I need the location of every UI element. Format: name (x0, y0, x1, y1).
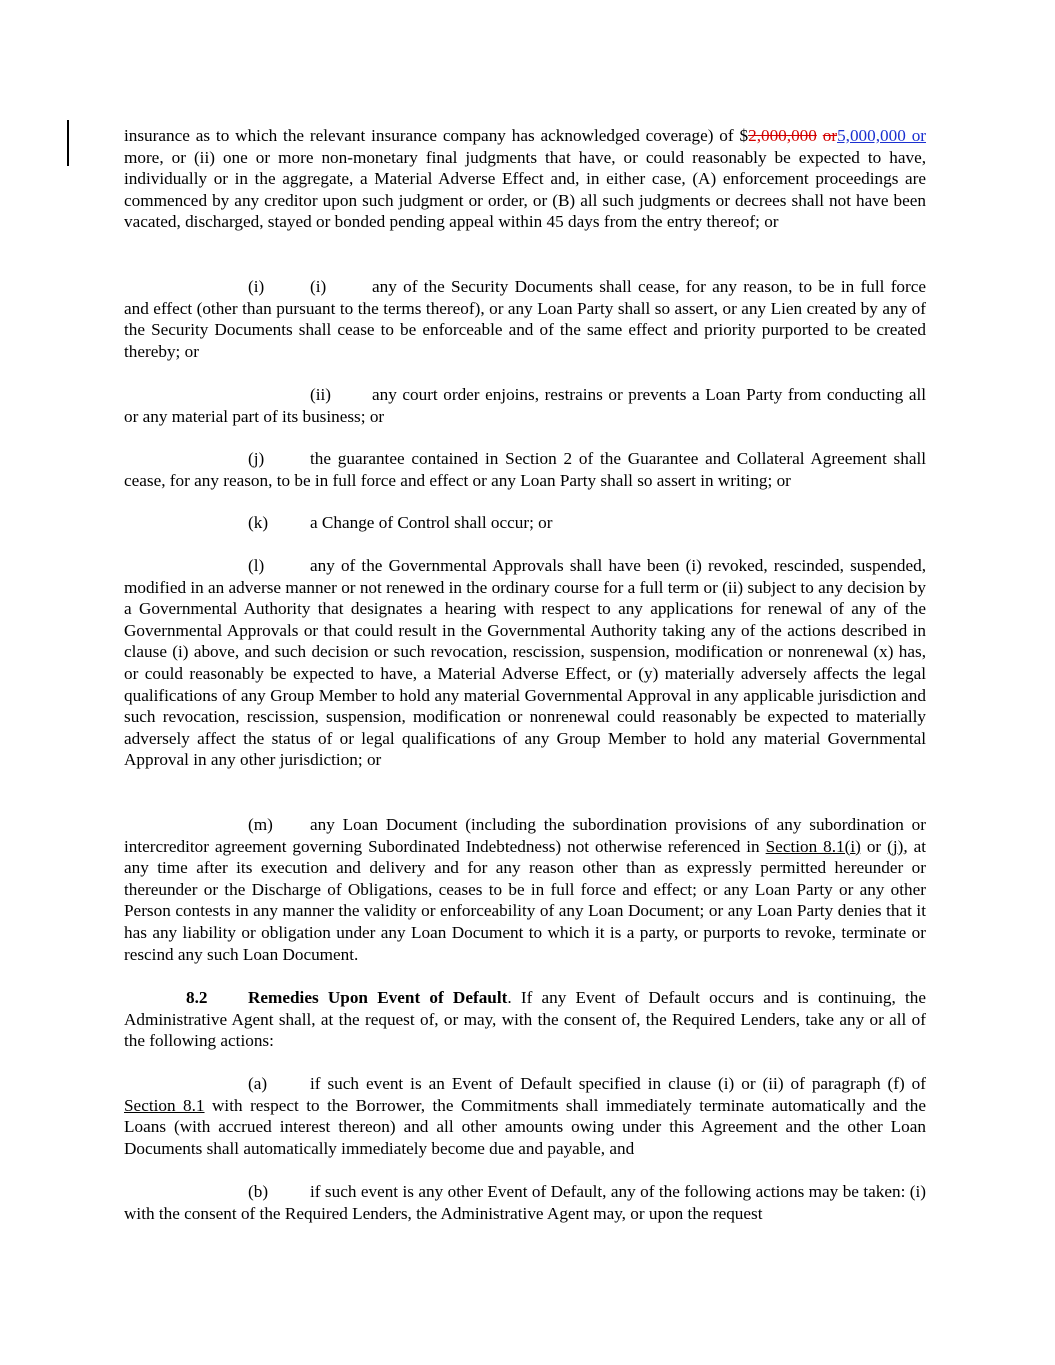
section-number: 8.2 (186, 988, 208, 1007)
paragraph-j (124, 448, 926, 491)
paragraph-text: any court order enjoins, restrains or prevents a Loan Party from conducting all or any material part of its business; or (124, 385, 926, 426)
paragraph-b (124, 1181, 926, 1224)
revision-change-bar (67, 120, 69, 166)
paragraph-text: or (860, 836, 888, 856)
paragraph-h-continuation (124, 125, 926, 233)
paragraph-text: , at any time after its execution and delivery and for any reason other than as expressly permitted hereunder or thereunder or the Discharge of Obligations, ceases to be in full force and effect; or any Loan Party or any other Person contests in any manner the validity or enforceability of any Loan Document; or any Loan Party denies that it has any liability or obligation under any Loan Document to which it is a party, or purports to revoke, terminate or rescind any such Loan Document. (124, 836, 927, 964)
deleted-text: or (822, 126, 838, 145)
paragraph-label: (b) (248, 1182, 269, 1201)
section-reference: Section 8.1 (124, 1095, 205, 1115)
paragraph-label: (m) (248, 815, 273, 834)
paragraph-m (124, 814, 926, 965)
paragraph-text: any of the Security Documents shall cease, for any reason, to be in full force and effect (other than pursuant to the terms thereof), or any Loan Party shall so assert, or any Lien created by any of the Security Documents shall cease to be enforceable and of the same effect and priority purported to be created thereby; or (124, 277, 926, 361)
paragraph-label: (k) (248, 513, 269, 532)
subparagraph-label: (i) (310, 277, 327, 296)
inserted-text: 5,000,000 or (837, 126, 927, 145)
paragraph-i-2 (124, 384, 926, 427)
paragraph-text: if such event is an Event of Default specified in clause (i) or (ii) of paragraph (f) of (310, 1074, 926, 1093)
section-heading: Remedies Upon Event of Default (248, 988, 508, 1007)
section-reference: (j) (887, 836, 904, 856)
paragraph-text: any Loan Document (including the subordination provisions of any subordination or intercreditor agreement governing Subordinated Indebtedness) not otherwise referenced in (124, 815, 926, 856)
section-text: . If any Event of Default occurs and is continuing, the Administrative Agent shall, at the request of, or may, with the consent of, the Required Lenders, take any or all of the following actions: (124, 988, 926, 1051)
paragraph-i-1 (124, 276, 926, 362)
section-8-2 (124, 987, 926, 1052)
paragraph-k (124, 512, 926, 534)
paragraph-text: any of the Governmental Approvals shall have been (i) revoked, rescinded, suspended, modified in an adverse manner or not renewed in the ordinary course for a full term or (ii) subject to any decision by a Governmental Authority that designates a hearing with respect to any applications for renewal of any of the Governmental Approvals or that could result in the Governmental Authority taking any of the actions described in clause (i) above, and such decision or such revocation, rescission, suspension, modification or nonrenewal (x) has, or could reasonably be expected to have, a Material Adverse Effect, or (y) materially adversely affects the legal qualifications of any Group Member to hold any material Governmental Approval in any applicable jurisdiction and such revocation, rescission, suspension, modification or nonrenewal could reasonably be expected to materially adversely affect the status of or legal qualifications of any Group Member to hold any material Governmental Approval in any other jurisdiction; or (124, 556, 926, 770)
paragraph-label: (a) (248, 1074, 268, 1093)
text-segment: more, or (ii) one or more non-monetary final judgments that have, or could reasonably be expected to have, individually or in the aggregate, a Material Adverse Effect and, in either case, (A) enforcement proceedings are commenced by any creditor upon such judgment or order, or (B) all such judgments or decrees shall not have been vacated, discharged, stayed or bonded pending appeal within 45 days from the entry thereof; or (124, 147, 926, 232)
subparagraph-label: (ii) (310, 385, 331, 404)
paragraph-text: with respect to the Borrower, the Commitments shall immediately terminate automatically and the Loans (with accrued interest thereon) and all other amounts owing under this Agreement and the other Loan Documents shall automatically immediately become due and payable, and (124, 1095, 926, 1158)
paragraph-a (124, 1073, 926, 1159)
paragraph-label: (l) (248, 556, 265, 575)
text-segment: insurance as to which the relevant insurance company has acknowledged coverage) of $ (124, 126, 749, 145)
paragraph-text: if such event is any other Event of Default, any of the following actions may be taken: (i) with the consent of the Required Lenders, the Administrative Agent may, or upon the request (124, 1182, 926, 1223)
paragraph-l (124, 555, 926, 771)
deleted-text: 2,000,000 (748, 126, 817, 145)
paragraph-text: a Change of Control shall occur; or (310, 513, 553, 532)
paragraph-label: (j) (248, 449, 265, 468)
paragraph-text: the guarantee contained in Section 2 of the Guarantee and Collateral Agreement shall cease, for any reason, to be in full force and effect or any Loan Party shall so assert in writing; or (124, 449, 926, 490)
section-reference: Section 8.1(i) (765, 836, 861, 856)
paragraph-label: (i) (248, 277, 265, 296)
